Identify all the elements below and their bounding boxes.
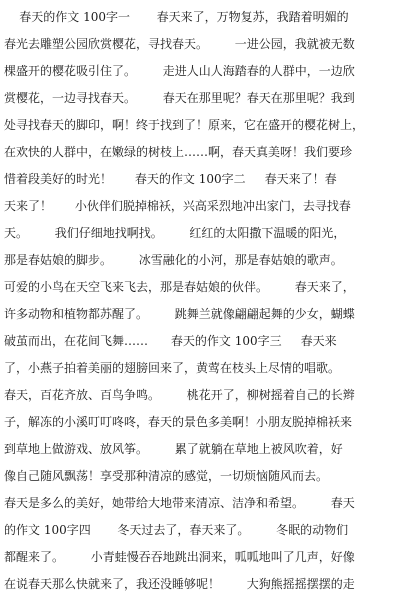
text-line: 春天的作文 100字一 春天来了，万物复苏，我踏着明媚的	[4, 10, 349, 24]
text-line: 春天是多么的美好，她带给大地带来清凉、洁净和希望。 春天	[4, 496, 355, 510]
text-line: 棵盛开的樱花吸引住了。 走进人山人海踏春的人群中，一边欣	[4, 64, 355, 78]
text-line: 天。 我们仔细地找啊找。 红红的太阳撒下温暖的阳光，	[4, 226, 346, 240]
text-line: 可爱的小鸟在天空飞来飞去，那是春姑娘的伙伴。 春天来了，	[4, 280, 355, 294]
text-line: 处寻找春天的脚印，啊！终于找到了！原来，它在盛开的樱花树上，	[4, 118, 365, 132]
text-line: 都醒来了。 小青蛙慢吞吞地跳出洞来，呱呱地叫了几声，好像	[4, 550, 355, 564]
text-line: 惜着段美好的时光！ 春天的作文 100字二 春天来了！春	[4, 172, 337, 186]
text-line: 春天，百花齐放、百鸟争鸣。 桃花开了，柳树摇着自己的长辫	[4, 388, 355, 402]
text-line: 春光去雕塑公园欣赏樱花，寻找春天。 一进公园，我就被无数	[4, 37, 355, 51]
text-line: 在说春天那么快就来了，我还没睡够呢！ 大狗熊摇摇摆摆的走	[4, 577, 355, 591]
text-line: 赏樱花，一边寻找春天。 春天在那里呢？春天在那里呢？我到	[4, 91, 355, 105]
text-line: 了，小燕子拍着美丽的翅膀回来了，黄莺在枝头上尽情的唱歌。	[4, 361, 341, 375]
text-line: 那是春姑娘的脚步。 冰雪融化的小河，那是春姑娘的歌声。	[4, 253, 343, 267]
text-line: 像自己随风飘荡！享受那种清凉的感觉，一切烦恼随风而去。	[4, 469, 329, 483]
text-line: 许多动物和植物都苏醒了。 跳舞兰就像翩翩起舞的少女，蝴蝶	[4, 307, 355, 321]
text-line: 在欢快的人群中，在嫩绿的树枝上……啊，春天真美呀！我们要珍	[4, 145, 353, 159]
text-line: 到草地上做游戏、放风筝。 累了就躺在草地上被风吹着，好	[4, 442, 343, 456]
text-line: 天来了！ 小伙伴们脱掉棉袄，兴高采烈地冲出家门，去寻找春	[4, 199, 351, 213]
text-line: 的作文 100字四 冬天过去了，春天来了。 冬眠的动物们	[4, 523, 349, 537]
text-line: 破茧而出，在花间飞舞…… 春天的作文 100字三 春天来	[4, 334, 337, 348]
text-line: 子，解冻的小溪叮叮咚咚，春天的景色多美啊！小朋友脱掉棉袄来	[4, 415, 353, 429]
